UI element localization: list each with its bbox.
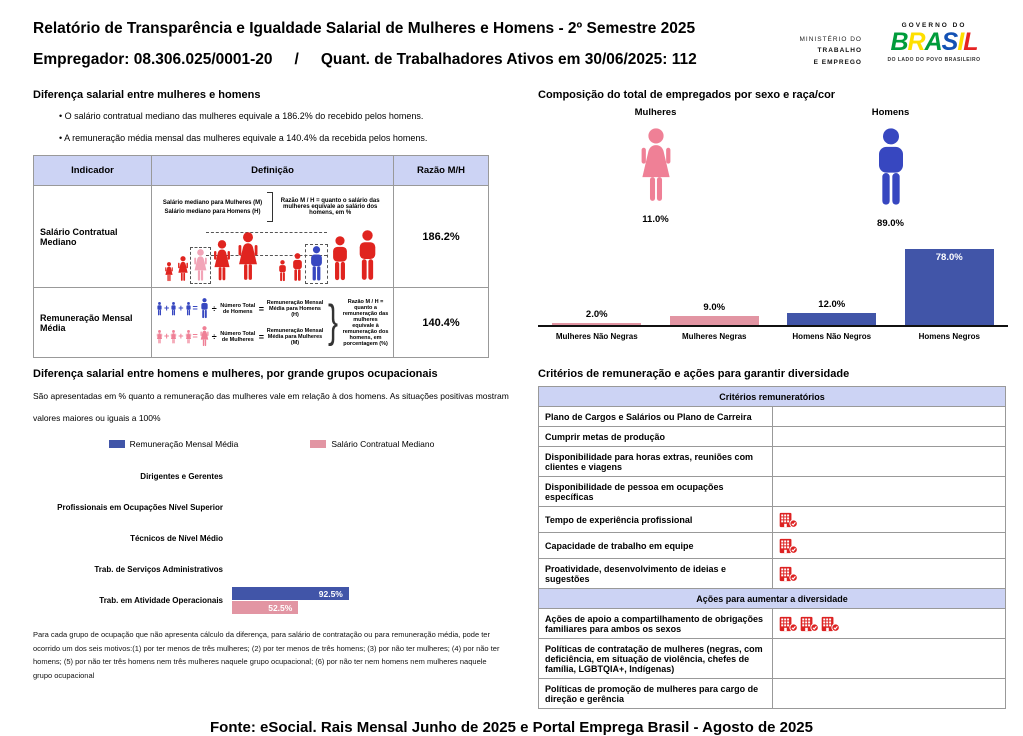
divide-operator: ÷ [211,303,217,314]
bar-column [891,249,1009,325]
composition-chart [538,245,1008,327]
male-value: 89.0% [877,218,904,229]
report-title: Relatório de Transparência e Igualdade Salarial de Mulheres e Homens - 2º Semestre 2025 [33,20,696,37]
median-figures [154,224,391,284]
median-lines [163,197,262,218]
bar-value-label: 2.0% [585,309,608,321]
bar-value-label: 78.0% [935,251,963,263]
criteria-label: Políticas de promoção de mulheres para cargo de direção e gerência [539,679,773,709]
building-check-icon [779,616,798,632]
govbr-tagline: DO LADO DO POVO BRASILEIRO [887,57,981,64]
section-salary-gap [33,79,510,358]
brasil-letter: R [907,28,925,56]
composition-categories [538,332,1008,341]
bar [905,249,994,325]
definition-cell [152,186,394,288]
brasil-letter: A [924,28,942,56]
women-figures-group [164,232,261,282]
male-figure [870,128,912,208]
criteria-tbody [539,387,1006,709]
salary-gap-heading: Diferença salarial entre mulheres e homens [33,89,261,101]
criteria-label: Disponibilidade para horas extras, reuniões com clientes e viagens [539,447,773,477]
criteria-label: Políticas de contratação de mulheres (negras, com deficiência, em situação de violência, chefes de família, LGBTQIA+, Indígenas) [539,639,773,679]
woman-icon [199,326,210,347]
criteria-row [539,609,1006,639]
plus-operator: + [178,331,184,341]
man-icon [870,128,912,208]
govbr-logo [878,22,990,63]
ministry-logo [800,34,862,68]
woman-icon [176,256,190,282]
bar-value-label: 12.0% [818,299,846,311]
ratio-value: 186.2% [394,186,489,288]
criteria-row [539,427,1006,447]
men-formula [156,298,324,319]
brasil-letter: L [963,28,978,56]
man-icon [199,298,210,319]
criteria-row [539,533,1006,559]
criteria-status-cell [772,679,1006,709]
man-icon [170,302,177,316]
criteria-section-row [539,589,1006,609]
criteria-row [539,559,1006,589]
bar [787,313,876,325]
building-check-icon [779,566,798,582]
man-icon [185,302,192,316]
brasil-letter: B [890,28,908,56]
bar [232,587,349,600]
female-label: Mulheres [634,107,677,118]
man-icon [290,253,305,282]
category-label: Mulheres Negras [682,332,747,341]
criteria-label: Cumprir metas de produção [539,427,773,447]
composition-heading: Composição do total de empregados por sexo e raça/cor [538,89,836,101]
chart-row [33,523,510,554]
category-label: Técnicos de Nível Médio [130,534,223,544]
chart-row [33,585,510,616]
criteria-status-cell [772,447,1006,477]
woman-icon [235,232,261,282]
building-check-icon [800,616,819,632]
criteria-status-cell [772,507,1006,533]
table-row [34,288,489,358]
indicator-cell: Remuneração Mensal Média [34,288,152,358]
criteria-section-header: Critérios remuneratórios [539,387,1006,407]
definition-cell [152,288,394,358]
woman-icon [192,249,209,282]
active-workers: Quant. de Trabalhadores Ativos em 30/06/2025: 112 [320,51,697,68]
man-icon [328,236,352,282]
median-men-line: Salário mediano para Homens (H) [164,208,261,215]
man-icon [307,246,326,282]
woman-icon [211,240,233,282]
govbr-top-text: GOVERNO DO [901,22,967,29]
report-body [33,79,990,709]
female-value: 11.0% [642,214,669,225]
men-figures-group [277,230,381,282]
man-icon [170,302,177,316]
plus-operator: + [178,303,184,313]
chart-row [33,492,510,523]
criteria-status-cell [772,639,1006,679]
criteria-section-row [539,387,1006,407]
chart-row [33,554,510,585]
occupation-legend [33,439,510,449]
women-formula-figures [156,326,210,347]
men-divisor: Número Total de Homens [220,302,256,315]
bar [232,601,298,614]
woman-icon [636,128,676,204]
source-footer: Fonte: eSocial. Rais Mensal Junho de 2025 e Portal Emprega Brasil - Agosto de 2025 [210,719,813,736]
criteria-label: Proatividade, desenvolvimento de ideias e sugestões [539,559,773,589]
equals-operator: = [192,331,198,341]
category-label: Homens Negros [918,332,980,341]
category-label: Trab. em Atividade Operacionais [99,596,223,606]
criteria-label: Capacidade de trabalho em equipe [539,533,773,559]
equals-operator: = [258,331,265,342]
brace-shape: } [328,297,339,347]
occupation-chart [33,461,510,616]
female-column [538,107,773,229]
logo-block [800,22,990,68]
female-figure [636,128,676,204]
male-label: Homens [871,107,910,118]
bar-value-label: 92.5% [318,588,343,599]
legend-label: Salário Contratual Mediano [331,439,435,450]
legend-label: Remuneração Mensal Média [129,439,239,450]
title-block [33,14,697,69]
man-icon [290,253,305,282]
col-header-indicador: Indicador [34,156,152,186]
median-definition [154,192,391,222]
criteria-status-cell [772,407,1006,427]
criteria-row [539,679,1006,709]
median-women-line: Salário mediano para Mulheres (M) [162,199,263,206]
category-label: Dirigentes e Gerentes [140,472,223,482]
man-icon [307,246,326,282]
salary-gap-bullets [59,111,510,143]
legend-item [310,439,434,449]
bullet-text: A remuneração média mensal das mulheres equivale a 140.4% da recebida pelos homens. [64,133,428,143]
table-header-row [34,156,489,186]
bar-value-label: 9.0% [703,302,726,314]
occupation-description: São apresentadas em % quanto a remuneração das mulheres vale em relação à dos homens. As situações positivas mostram valores maiores ou iguais a 100% [33,391,509,423]
man-icon [156,302,163,316]
report-subtitle [33,51,697,69]
mean-ratio-note: Razão M / H = quanto a remuneração das mulheres equivale à remuneração dos homens, em porcentagem (%) [342,298,389,347]
occupation-heading: Diferença salarial entre homens e mulheres, por grande grupos ocupacionais [33,368,438,380]
women-formula [156,326,324,347]
col-header-definicao: Definição [152,156,394,186]
brasil-wordmark [878,29,990,55]
woman-icon [176,256,190,282]
bar-value-label: 52.5% [268,602,293,613]
section-occupation [33,358,510,709]
criteria-status-cell [772,477,1006,507]
chart-row [33,461,510,492]
criteria-status-cell [772,427,1006,447]
plus-operator: + [164,331,170,341]
plot-area [232,587,510,615]
bracket-shape [267,192,273,222]
section-composition [538,79,1008,358]
women-result: Remuneração Mensal Média para Mulheres (M) [266,327,324,346]
criteria-label: Ações de apoio a compartilhamento de obrigações familiares para ambos os sexos [539,609,773,639]
building-check-icon [779,538,798,554]
criteria-row [539,407,1006,427]
criteria-row [539,477,1006,507]
criteria-status-cell [772,533,1006,559]
male-column [773,107,1008,229]
legend-swatch [109,440,125,448]
criteria-status-cell [772,609,1006,639]
woman-icon [192,249,209,282]
man-icon [277,260,288,282]
criteria-label: Tempo de experiência profissional [539,507,773,533]
category-label: Trab. de Serviços Administrativos [94,565,223,575]
building-check-icon [779,512,798,528]
woman-icon [235,232,261,282]
occupation-footnote: Para cada grupo de ocupação que não apresenta cálculo da diferença, para salário de contratação ou para remuneração média, pode ter ocorrido um dos seis motivos:(1) por ter menos de três mulheres; (2) por ter menos de três homens; (3) por não ter mulheres; (4) por não ter homens; (5) por não ter três homens nem três mulheres naquele grupo ocupacional; (6) por não ter nem homens nem mulheres naquele grupo ocupacional [33,630,500,680]
subtitle-separator: / [294,51,299,68]
indicator-cell: Salário Contratual Mediano [34,186,152,288]
criteria-row [539,507,1006,533]
equals-operator: = [192,303,198,313]
category-label: Mulheres Não Negras [555,332,638,341]
bullet-item [59,111,510,121]
criteria-status-cell [772,559,1006,589]
bar [670,316,759,325]
brasil-letter: I [957,28,964,56]
criteria-table [538,386,1006,709]
man-icon [185,302,192,316]
equals-operator: = [258,303,265,314]
col-header-razao: Razão M/H [394,156,489,186]
criteria-label: Disponibilidade de pessoa em ocupações específicas [539,477,773,507]
formulas [156,298,324,347]
bullet-text: O salário contratual mediano das mulheres equivale a 186.2% do recebido pelos homens. [64,111,424,121]
brasil-letter: S [941,28,958,56]
legend-item [109,439,239,449]
salary-gap-table [33,155,489,358]
bullet-item [59,133,510,143]
women-divisor: Número Total de Mulheres [220,330,256,343]
criteria-row [539,447,1006,477]
category-label: Profissionais em Ocupações Nível Superior [57,503,223,513]
woman-icon [199,326,210,347]
woman-icon [164,262,174,282]
criteria-section-header: Ações para aumentar a diversidade [539,589,1006,609]
men-formula-figures [156,298,210,319]
plus-operator: + [164,303,170,313]
ministry-line2: TRABALHO [817,47,862,55]
ministry-line3: E EMPREGO [813,58,862,66]
report-header [33,14,990,69]
woman-icon [211,240,233,282]
section-criteria [538,358,1008,709]
woman-icon [170,330,177,344]
man-icon [156,302,163,316]
criteria-label: Plano de Cargos e Salários ou Plano de Carreira [539,407,773,427]
ratio-value: 140.4% [394,288,489,358]
category-label: Homens Não Negros [792,332,872,341]
ministry-line1: MINISTÉRIO DO [799,36,862,43]
woman-icon [156,330,163,344]
man-icon [354,230,381,282]
divide-operator: ÷ [211,331,217,342]
woman-icon [170,330,177,344]
woman-icon [185,330,192,344]
building-check-icon [821,616,840,632]
man-icon [328,236,352,282]
bar-column [656,302,774,325]
men-result: Remuneração Mensal Média para Homens (H) [266,299,324,318]
employer-id: Empregador: 08.306.025/0001-20 [33,51,273,68]
criteria-heading: Critérios de remuneração e ações para garantir diversidade [538,368,850,380]
composition-people [538,107,1008,229]
legend-swatch [310,440,326,448]
criteria-row [539,639,1006,679]
table-row [34,186,489,288]
median-ratio-note: Razão M / H = quanto o salário das mulheres equivale ao salário dos homens, em % [280,198,380,216]
bar-column [538,309,656,325]
woman-icon [164,262,174,282]
mean-definition [154,294,391,351]
bar-column [773,299,891,325]
bar [552,323,641,325]
woman-icon [156,330,163,344]
man-icon [199,298,210,319]
man-icon [277,260,288,282]
man-icon [354,230,381,282]
woman-icon [185,330,192,344]
